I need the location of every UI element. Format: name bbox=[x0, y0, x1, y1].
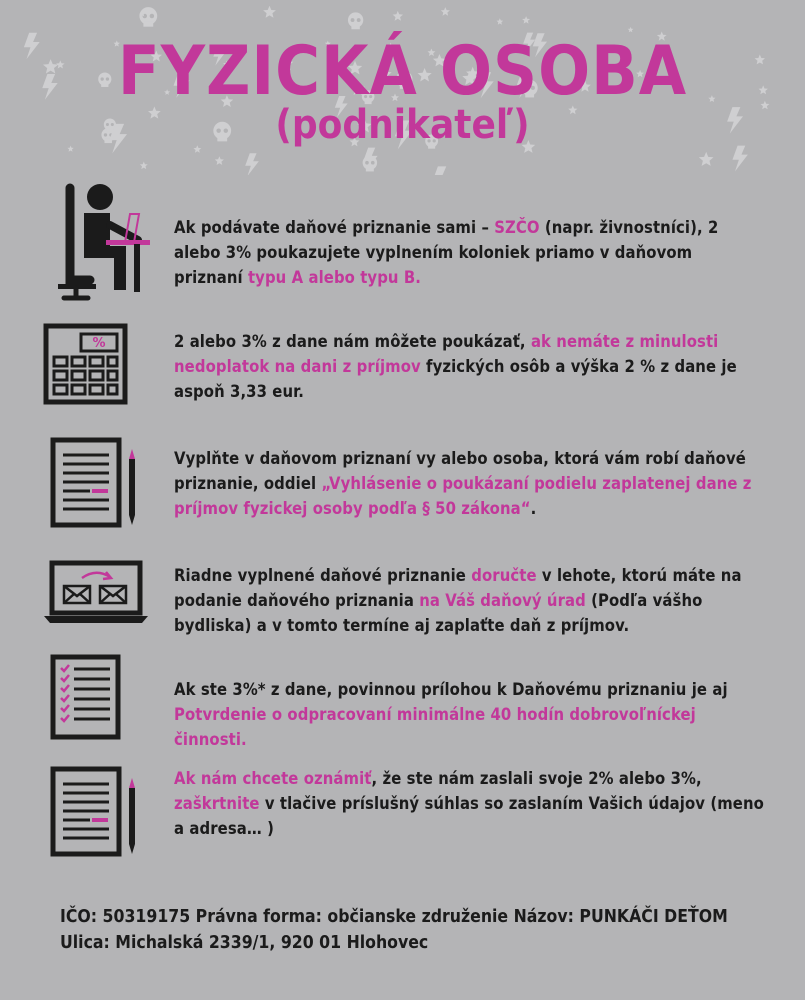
calculator-icon bbox=[43, 323, 128, 405]
page-title: FYZICKÁ OSOBA bbox=[117, 32, 688, 111]
highlight-text: Potvrdenie o odpracovaní minimálne 40 hodín dobrovoľníckej činnosti. bbox=[174, 705, 696, 749]
body-text: , že ste nám zaslali svoje 2% alebo 3%, bbox=[371, 769, 702, 788]
body-text: Ak ste 3%* z dane, povinnou prílohou k Daňovému priznaniu je aj bbox=[174, 680, 728, 699]
page-subtitle: (podnikateľ) bbox=[275, 102, 530, 148]
info-text-6 bbox=[174, 766, 764, 841]
star-pattern-icon bbox=[393, 11, 403, 21]
checklist-icon bbox=[50, 654, 122, 740]
highlight-text: typu A alebo typu B. bbox=[247, 268, 422, 287]
person-at-computer-icon bbox=[40, 180, 150, 308]
document-with-pen-icon bbox=[50, 437, 142, 529]
footer-line-2: Ulica: Michalská 2339/1, 920 01 Hlohovec bbox=[60, 933, 429, 953]
body-text: Vyplňte v daňovom priznaní vy alebo osoba, ktorá vám robí daňové priznanie, oddiel bbox=[174, 449, 746, 493]
highlight-text: na Váš daňový úrad bbox=[419, 591, 586, 610]
document-with-pen-icon bbox=[50, 766, 142, 858]
laptop-mail-icon bbox=[42, 560, 150, 625]
skull-icon bbox=[348, 12, 363, 29]
body-text: Riadne vyplnené daňové priznanie bbox=[174, 566, 472, 585]
highlight-text: doručte bbox=[471, 566, 537, 585]
highlight-text: zaškrtnite bbox=[174, 794, 260, 813]
body-text: fyzických osôb a výška 2 % z dane je aspoň 3,33 eur. bbox=[174, 357, 737, 401]
star-pattern-icon bbox=[215, 156, 224, 165]
highlight-text: „Vyhlásenie o poukázaní podielu zaplatenej dane z príjmov fyzickej osoby podľa § 50 zákona“ bbox=[174, 474, 752, 518]
info-text-4 bbox=[174, 563, 764, 638]
info-text-1 bbox=[174, 215, 764, 290]
body-text: v tlačive príslušný súhlas so zaslaním Vašich údajov (meno a adresa… ) bbox=[174, 794, 764, 838]
body-text: (Podľa vášho bydliska) a v tomto termíne aj zaplaťte daň z príjmov. bbox=[174, 591, 703, 635]
star-pattern-icon bbox=[497, 18, 504, 24]
highlight-text: SZČO bbox=[494, 218, 540, 237]
star-pattern-icon bbox=[263, 6, 276, 18]
body-text: 2 alebo 3% z dane nám môžete poukázať, bbox=[174, 332, 531, 351]
footer-line-1: IČO: 50319175 Právna forma: občianske združenie Názov: PUNKÁČI DEŤOM bbox=[60, 907, 728, 927]
highlight-text: Ak nám chcete oznámiť bbox=[174, 769, 372, 788]
star-pattern-icon bbox=[699, 152, 714, 166]
skull-icon bbox=[363, 155, 377, 171]
star-pattern-icon bbox=[522, 16, 530, 24]
lightning-bolt-icon bbox=[245, 153, 259, 175]
star-pattern-icon bbox=[441, 7, 450, 16]
body-text: v lehote, ktorú máte na podanie daňového priznania bbox=[174, 566, 742, 610]
info-text-2 bbox=[174, 329, 764, 404]
skull-icon bbox=[139, 7, 157, 27]
highlight-text: ak nemáte z minulosti nedoplatok na dani z príjmov bbox=[174, 332, 719, 376]
footer bbox=[60, 904, 780, 956]
percent-label: % bbox=[92, 336, 106, 351]
body-text: (napr. živnostníci), 2 alebo 3% poukazujete vyplnením koloniek priamo v daňovom priznaní bbox=[174, 218, 719, 287]
star-pattern-icon bbox=[140, 162, 148, 170]
body-text: . bbox=[530, 499, 537, 518]
body-text: Ak podávate daňové priznanie sami – bbox=[174, 218, 495, 237]
lightning-bolt-icon bbox=[432, 166, 449, 175]
info-text-5 bbox=[174, 677, 764, 752]
info-text-3 bbox=[174, 446, 764, 521]
